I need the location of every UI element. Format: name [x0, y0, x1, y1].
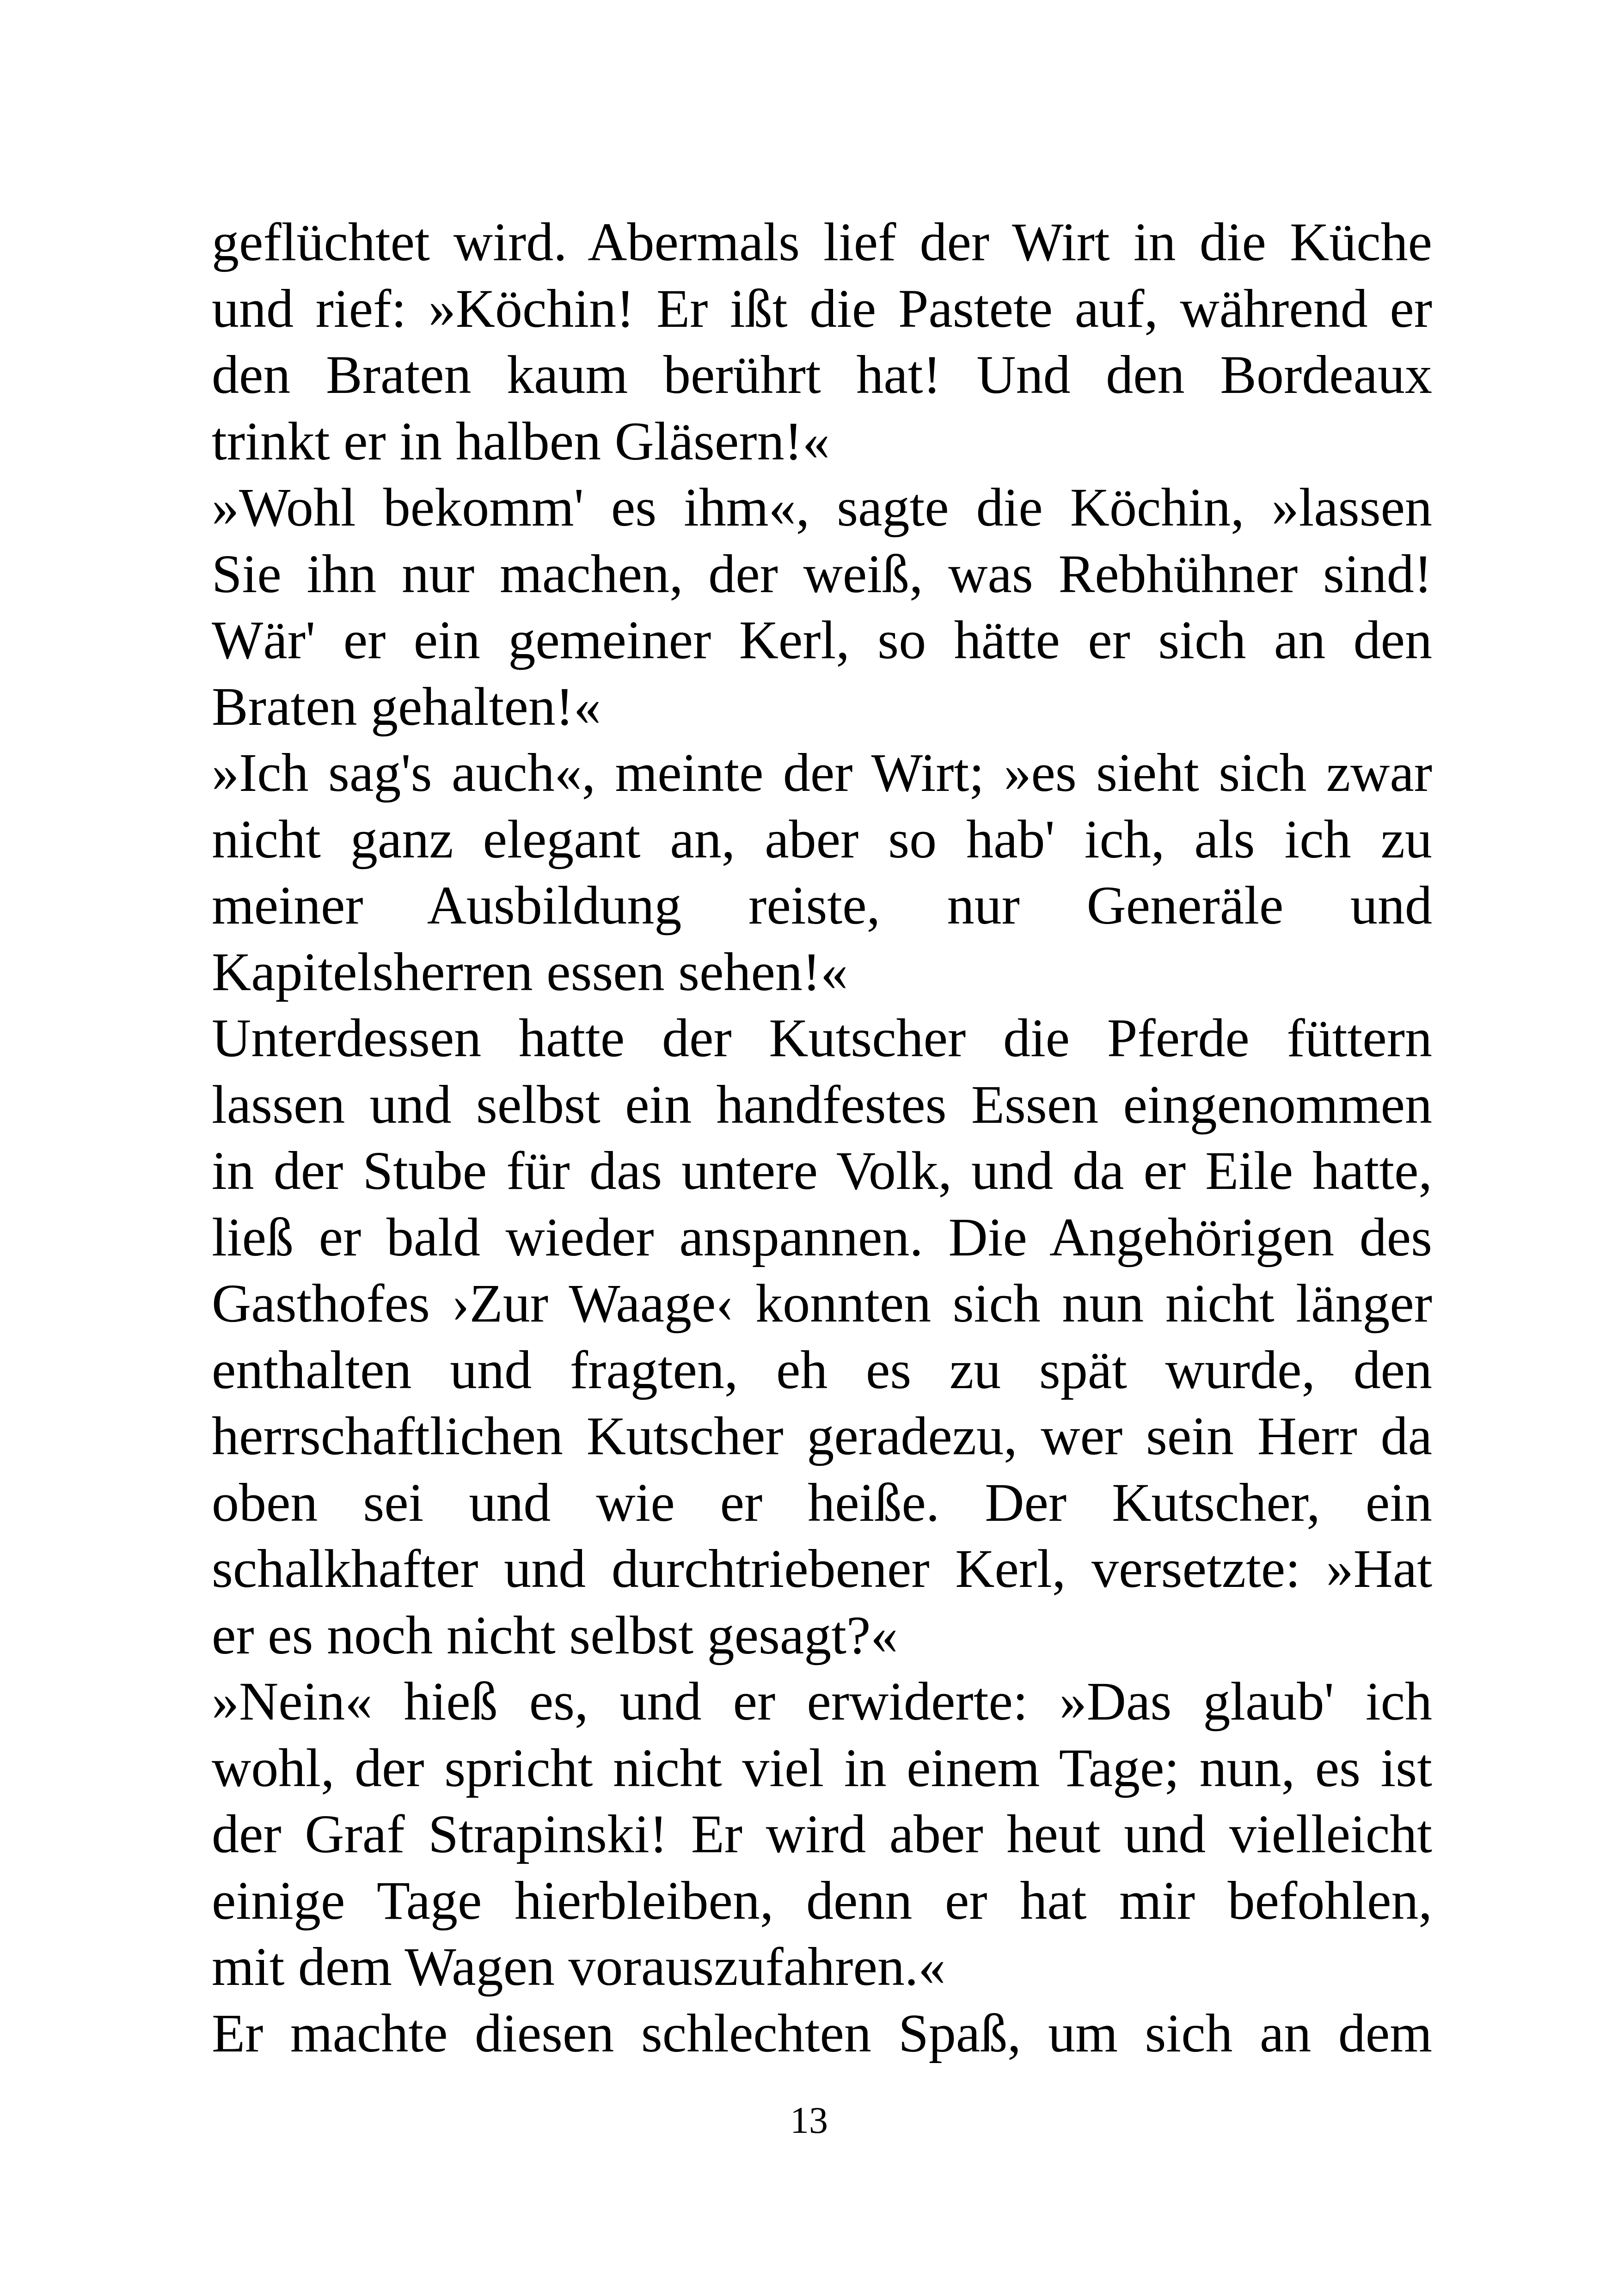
- text-line: und rief: »Köchin! Er ißt die Pastete auf, während er: [212, 278, 1432, 339]
- page-number: 13: [790, 2099, 828, 2141]
- text-line: Kapitelsherren essen sehen!«: [212, 941, 848, 1002]
- text-line: oben sei und wie er heiße. Der Kutscher, ein: [212, 1472, 1432, 1533]
- text-line: Braten gehalten!«: [212, 676, 601, 737]
- text-line: ließ er bald wieder anspannen. Die Angehörigen des: [212, 1206, 1432, 1267]
- text-line: nicht ganz elegant an, aber so hab' ich, als ich zu: [212, 808, 1432, 869]
- text-line: wohl, der spricht nicht viel in einem Tage; nun, es ist: [212, 1737, 1432, 1798]
- text-line: herrschaftlichen Kutscher geradezu, wer sein Herr da: [212, 1406, 1432, 1466]
- text-line: Unterdessen hatte der Kutscher die Pferde füttern: [212, 1008, 1432, 1068]
- text-line: lassen und selbst ein handfestes Essen eingenommen: [212, 1074, 1432, 1135]
- text-line: mit dem Wagen vorauszufahren.«: [212, 1936, 946, 1997]
- text-line: schalkhafter und durchtriebener Kerl, versetzte: »Hat: [212, 1538, 1432, 1599]
- body-text: [212, 209, 1432, 2066]
- text-line: einige Tage hierbleiben, denn er hat mir befohlen,: [212, 1870, 1432, 1931]
- text-line: er es noch nicht selbst gesagt?«: [212, 1604, 898, 1665]
- text-line: »Wohl bekomm' es ihm«, sagte die Köchin, »lassen: [212, 477, 1432, 538]
- text-line: »Nein« hieß es, und er erwiderte: »Das glaub' ich: [212, 1671, 1432, 1732]
- text-line: den Braten kaum berührt hat! Und den Bordeaux: [212, 344, 1432, 405]
- text-line: meiner Ausbildung reiste, nur Generäle und: [212, 875, 1432, 936]
- text-line: Sie ihn nur machen, der weiß, was Rebhühner sind!: [212, 543, 1432, 604]
- text-line: »Ich sag's auch«, meinte der Wirt; »es sieht sich zwar: [212, 742, 1432, 803]
- text-line: trinkt er in halben Gläsern!«: [212, 410, 830, 471]
- text-line: Er machte diesen schlechten Spaß, um sich an dem: [212, 2002, 1432, 2063]
- text-line: der Graf Strapinski! Er wird aber heut und vielleicht: [212, 1804, 1432, 1864]
- text-line: Gasthofes ›Zur Waage‹ konnten sich nun nicht länger: [212, 1273, 1432, 1334]
- text-line: geflüchtet wird. Abermals lief der Wirt in die Küche: [212, 212, 1432, 272]
- text-line: enthalten und fragten, eh es zu spät wurde, den: [212, 1339, 1432, 1400]
- text-line: Wär' er ein gemeiner Kerl, so hätte er sich an den: [212, 610, 1432, 670]
- text-line: in der Stube für das untere Volk, und da er Eile hatte,: [212, 1140, 1432, 1201]
